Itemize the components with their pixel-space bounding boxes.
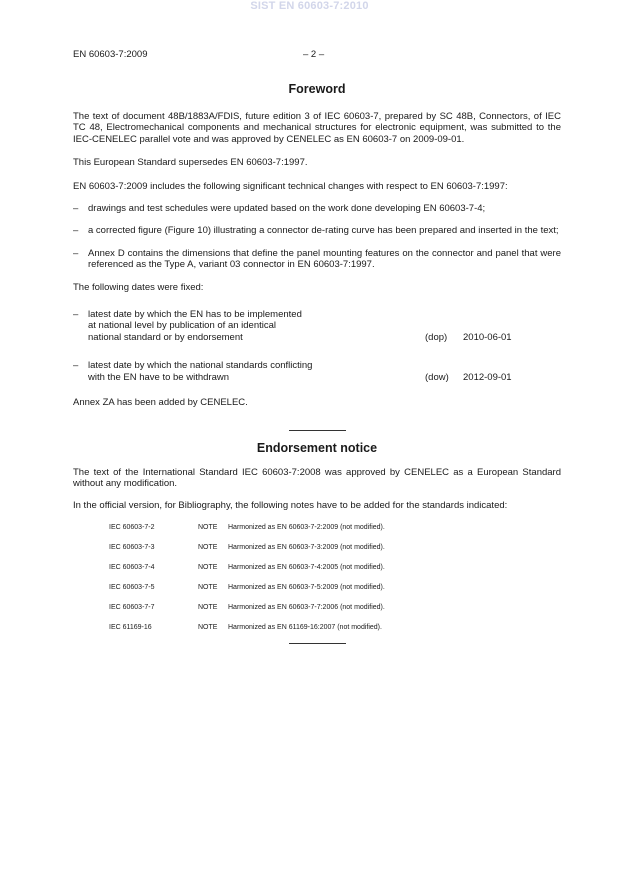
note-standard: IEC 60603-7-3 <box>109 543 155 551</box>
note-row <box>109 583 561 592</box>
note-row <box>109 563 561 572</box>
date-description: with the EN have to be withdrawn <box>88 371 229 383</box>
document-id: EN 60603-7:2009 <box>73 49 148 60</box>
list-marker: – <box>73 247 79 259</box>
note-keyword: NOTE <box>198 523 218 531</box>
note-text: Harmonized as EN 60603-7-4:2005 (not modified). <box>228 563 385 571</box>
page-content <box>73 82 561 644</box>
change-item-2 <box>73 225 561 236</box>
list-marker: – <box>73 203 79 215</box>
note-standard: IEC 60603-7-4 <box>109 563 155 571</box>
note-standard: IEC 60603-7-5 <box>109 583 155 591</box>
date-code: (dop) <box>425 331 448 343</box>
supersedes-paragraph: This European Standard supersedes EN 60603-7:1997. <box>73 157 308 169</box>
note-keyword: NOTE <box>198 563 218 571</box>
change-item-3 <box>73 248 561 271</box>
page-header <box>73 49 561 61</box>
dates-intro: The following dates were fixed: <box>73 281 204 293</box>
list-marker: – <box>73 225 79 237</box>
note-keyword: NOTE <box>198 583 218 591</box>
foreword-paragraph-1: The text of document 48B/1883A/FDIS, future edition 3 of IEC 60603-7, prepared by SC 48B, Connectors, of IEC TC 48, Electromechanical components and mechanical structures for electronic equipment, was submitted to the IEC-CENELEC parallel vote and was approved by CENELEC as EN 60603-7 on 2009-09-01. <box>73 111 561 145</box>
note-keyword: NOTE <box>198 623 218 631</box>
note-row <box>109 543 561 552</box>
notes-list <box>73 523 561 632</box>
list-marker: – <box>73 360 79 372</box>
endorsement-title: Endorsement notice <box>256 440 378 455</box>
section-divider <box>289 643 346 644</box>
date-description: latest date by which the national standards conflicting <box>88 360 313 372</box>
note-standard: IEC 60603-7-7 <box>109 603 155 611</box>
change-text: a corrected figure (Figure 10) illustrating a connector de-rating curve has been prepared and inserted in the text; <box>88 225 559 237</box>
note-standard: IEC 61169-16 <box>109 623 152 631</box>
note-text: Harmonized as EN 60603-7-5:2009 (not modified). <box>228 583 385 591</box>
note-text: Harmonized as EN 61169-16:2007 (not modified). <box>228 623 382 631</box>
note-text: Harmonized as EN 60603-7-2:2009 (not modified). <box>228 523 385 531</box>
foreword-title: Foreword <box>288 82 346 96</box>
page-number: – 2 – <box>303 49 325 60</box>
date-description: at national level by publication of an identical <box>88 320 277 332</box>
note-row <box>109 623 561 632</box>
list-marker: – <box>73 309 79 321</box>
note-row <box>109 603 561 612</box>
note-row <box>109 523 561 532</box>
date-code: (dow) <box>425 371 449 383</box>
note-text: Harmonized as EN 60603-7-7:2006 (not modified). <box>228 603 385 611</box>
section-divider <box>289 430 346 431</box>
endorsement-paragraph-2: In the official version, for Bibliography, the following notes have to be added for the standards indicated: <box>73 500 508 512</box>
annex-note: Annex ZA has been added by CENELEC. <box>73 397 248 409</box>
date-dow-row <box>73 360 561 383</box>
date-dop-row <box>73 309 561 343</box>
date-description: national standard or by endorsement <box>88 331 243 343</box>
change-text: drawings and test schedules were updated based on the work done developing EN 60603-7-4; <box>88 203 486 215</box>
date-value: 2012-09-01 <box>463 371 512 383</box>
date-value: 2010-06-01 <box>463 331 512 343</box>
change-text: Annex D contains the dimensions that define the panel mounting features on the connector and panel that were referenced as the Type A, variant 03 connector in EN 60603-7:1997. <box>88 247 561 271</box>
watermark: SIST EN 60603-7:2010 <box>250 0 369 12</box>
endorsement-paragraph-1: The text of the International Standard IEC 60603-7:2008 was approved by CENELEC as a European Standard without any modification. <box>73 466 561 489</box>
note-keyword: NOTE <box>198 543 218 551</box>
changes-intro: EN 60603-7:2009 includes the following significant technical changes with respect to EN 60603-7:1997: <box>73 180 508 192</box>
change-item-1 <box>73 203 561 214</box>
note-standard: IEC 60603-7-2 <box>109 523 155 531</box>
note-keyword: NOTE <box>198 603 218 611</box>
date-description: latest date by which the EN has to be implemented <box>88 309 302 321</box>
note-text: Harmonized as EN 60603-7-3:2009 (not modified). <box>228 543 385 551</box>
